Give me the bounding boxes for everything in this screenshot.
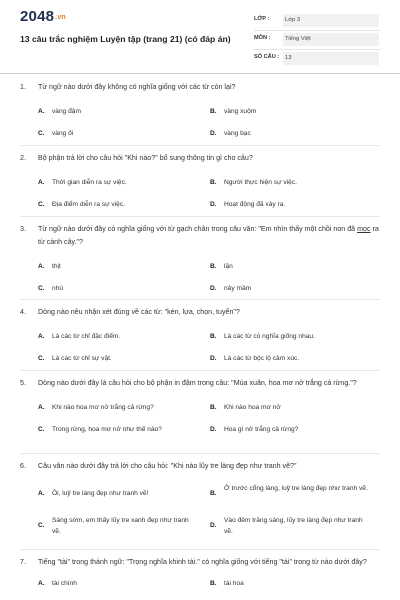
option-letter: C. <box>38 355 45 362</box>
question-4 <box>20 306 380 375</box>
document-header <box>0 0 400 68</box>
question-5 <box>20 377 380 446</box>
question-separator <box>20 299 380 300</box>
option-text: Hoạt động đã xảy ra. <box>224 201 286 208</box>
option-letter: D. <box>210 426 217 433</box>
answer-options <box>20 402 380 446</box>
option-letter: A. <box>38 263 45 270</box>
option-letter: D. <box>210 522 217 529</box>
option-c[interactable] <box>38 199 198 210</box>
option-text: vàng đậm <box>52 108 81 115</box>
question-text: Tiếng "tài" trong thành ngữ: "Trọng nghĩa khinh tài." có nghĩa giống với tiếng "tài" trong từ nào dưới đây? <box>38 558 367 566</box>
option-text: Ở trước cổng làng, luỹ tre làng đẹp như tranh vẽ. <box>224 485 368 492</box>
option-text: tài chính <box>52 580 77 587</box>
option-letter: C. <box>38 522 45 529</box>
question-3 <box>20 223 380 305</box>
header-divider <box>0 73 400 74</box>
site-logo[interactable]: 2048.vn <box>20 8 66 25</box>
option-a[interactable] <box>38 578 198 589</box>
option-a[interactable] <box>38 483 198 499</box>
option-text: Thời gian diễn ra sự việc. <box>52 179 127 186</box>
answer-options <box>20 578 380 590</box>
option-text: Ôi, luỹ tre làng đẹp như tranh vẽ! <box>52 490 149 497</box>
question-number: 5. <box>20 379 26 387</box>
question-stem <box>20 460 380 473</box>
question-number: 2. <box>20 154 26 162</box>
meta-label: MÔN : <box>254 35 271 41</box>
question-text-part: Từ ngữ nào dưới đây có nghĩa giống với từ gạch chân trong câu văn: "Em nhìn thấy một chồi non đã <box>38 225 358 233</box>
answer-options <box>20 177 380 221</box>
question-7 <box>20 556 380 590</box>
document-title: 13 câu trắc nghiệm Luyện tập (trang 21) (có đáp án) <box>20 34 231 44</box>
option-text: vàng ối <box>52 130 74 137</box>
option-b[interactable] <box>210 483 370 497</box>
option-text: Là các từ chỉ sự vật. <box>52 355 112 362</box>
question-text: Bộ phận trả lời cho câu hỏi "Khi nào?" bổ sung thông tin gì cho câu? <box>38 154 253 162</box>
question-separator <box>20 549 380 550</box>
option-c[interactable] <box>38 515 198 537</box>
question-separator <box>20 216 380 217</box>
option-text: tài hoa <box>224 580 244 587</box>
option-d[interactable] <box>210 424 370 435</box>
question-number: 1. <box>20 83 26 91</box>
option-a[interactable] <box>38 402 198 413</box>
option-text: nảy mầm <box>224 285 252 292</box>
question-2 <box>20 152 380 221</box>
question-stem <box>20 223 380 249</box>
option-b[interactable] <box>210 402 370 413</box>
question-number: 4. <box>20 308 26 316</box>
option-d[interactable] <box>210 353 370 364</box>
option-b[interactable] <box>210 106 370 117</box>
question-number: 3. <box>20 225 26 233</box>
option-text: Là các từ bộc lộ cảm xúc. <box>224 355 300 362</box>
option-b[interactable] <box>210 578 370 589</box>
option-letter: A. <box>38 490 45 497</box>
meta-value: Lớp 3 <box>283 14 379 27</box>
option-letter: D. <box>210 285 217 292</box>
option-letter: C. <box>38 130 45 137</box>
option-c[interactable] <box>38 283 198 294</box>
option-text: Khi nào hoa mơ nở <box>224 404 281 411</box>
option-c[interactable] <box>38 353 198 364</box>
option-b[interactable] <box>210 261 370 272</box>
question-1 <box>20 81 380 150</box>
option-letter: B. <box>210 404 217 411</box>
option-text: Là các từ chỉ đặc điểm. <box>52 333 121 340</box>
option-c[interactable] <box>38 424 198 435</box>
question-stem <box>20 306 380 319</box>
question-text: Câu văn nào dưới đây trả lời cho câu hỏi: "Khi nào lũy tre làng đẹp như tranh vẽ?" <box>38 462 297 470</box>
answer-options <box>20 331 380 375</box>
question-6 <box>20 460 380 547</box>
option-text: vàng bạc <box>224 130 251 137</box>
option-letter: A. <box>38 333 45 340</box>
option-letter: C. <box>38 201 45 208</box>
option-a[interactable] <box>38 331 198 342</box>
option-c[interactable] <box>38 128 198 139</box>
option-d[interactable] <box>210 283 370 294</box>
option-text: Người thực hiện sự việc. <box>224 179 297 186</box>
question-text-part: ra từ cành cây."? <box>38 225 379 246</box>
question-stem <box>20 377 380 390</box>
option-a[interactable] <box>38 106 198 117</box>
question-text: Từ ngữ nào dưới đây không có nghĩa giống với các từ còn lại? <box>38 83 236 91</box>
option-text: lặn <box>224 263 233 270</box>
option-a[interactable] <box>38 177 198 188</box>
option-text: Trong rừng, hoa mơ nở như thế nào? <box>52 426 162 433</box>
question-separator <box>20 453 380 454</box>
option-letter: A. <box>38 404 45 411</box>
underlined-word: mọc <box>357 225 371 233</box>
meta-row-subject <box>254 32 380 50</box>
question-separator <box>20 145 380 146</box>
option-text: Hoa gì nở trắng cả rừng? <box>224 426 299 433</box>
question-text: Dòng nào dưới đây là câu hỏi cho bộ phận in đậm trong câu: "Mùa xuân, hoa mơ nở trắng cả rừng."? <box>38 379 357 387</box>
option-letter: B. <box>210 490 217 497</box>
option-text: nhú <box>52 285 64 292</box>
meta-value: 13 <box>283 52 379 65</box>
question-stem <box>20 81 380 94</box>
option-letter: D. <box>210 355 217 362</box>
option-b[interactable] <box>210 177 370 188</box>
option-text: thịt <box>52 263 61 270</box>
document-meta <box>254 13 380 69</box>
option-b[interactable] <box>210 331 370 342</box>
option-letter: B. <box>210 108 217 115</box>
question-stem <box>20 152 380 165</box>
option-letter: A. <box>38 179 45 186</box>
option-letter: B. <box>210 179 217 186</box>
option-letter: A. <box>38 108 45 115</box>
option-text: vàng xuộm <box>224 108 257 115</box>
option-letter: B. <box>210 580 217 587</box>
option-letter: C. <box>38 285 45 292</box>
meta-value: Tiếng Việt <box>283 33 379 46</box>
option-d[interactable] <box>210 199 370 210</box>
option-letter: B. <box>210 263 217 270</box>
meta-label: SỐ CÂU : <box>254 54 280 60</box>
option-letter: D. <box>210 201 217 208</box>
question-number: 6. <box>20 462 26 470</box>
option-text: Địa điểm diễn ra sự việc. <box>52 201 125 208</box>
question-separator <box>20 370 380 371</box>
option-letter: D. <box>210 130 217 137</box>
option-text: Sáng sớm, em thấy lũy tre xanh đẹp như tranh vẽ. <box>52 517 189 535</box>
answer-options <box>20 483 380 547</box>
option-letter: C. <box>38 426 45 433</box>
question-number: 7. <box>20 558 26 566</box>
option-letter: B. <box>210 333 217 340</box>
option-a[interactable] <box>38 261 198 272</box>
option-text: Khi nào hoa mơ nở trắng cả rừng? <box>52 404 154 411</box>
option-text: Là các từ có nghĩa giống nhau. <box>224 333 315 340</box>
meta-row-count <box>254 51 380 68</box>
answer-options <box>20 106 380 150</box>
option-letter: A. <box>38 580 45 587</box>
meta-label: LỚP : <box>254 16 270 22</box>
question-text: Dòng nào nêu nhận xét đúng về các từ: "kén, lựa, chọn, tuyển"? <box>38 308 240 316</box>
question-stem <box>20 556 380 569</box>
option-text: Vào đêm trăng sáng, lũy tre làng đẹp như tranh vẽ. <box>224 517 363 535</box>
option-d[interactable] <box>210 128 370 139</box>
meta-row-grade <box>254 13 380 31</box>
option-d[interactable] <box>210 515 370 537</box>
